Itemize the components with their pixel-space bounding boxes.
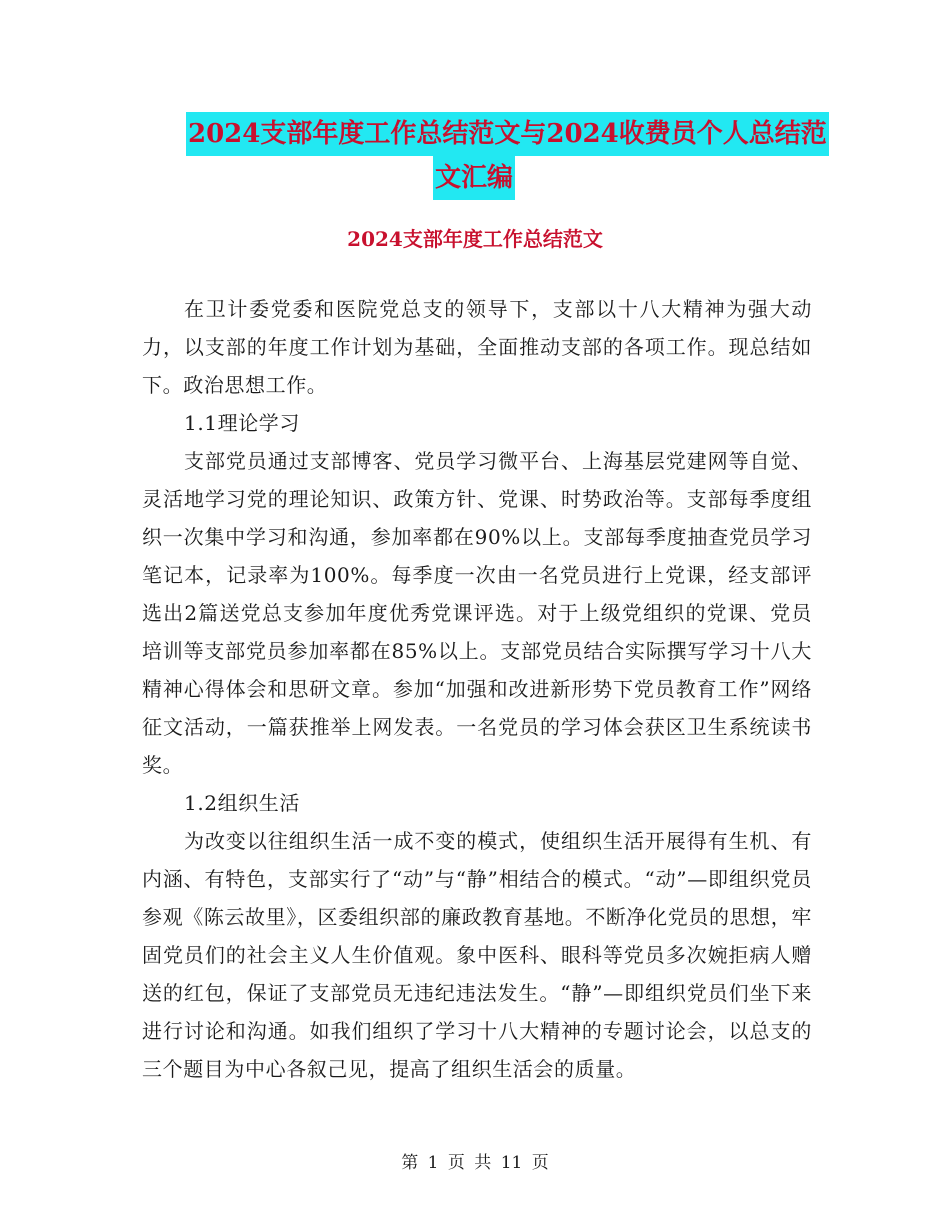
paragraph-organization-life: 为改变以往组织生活一成不变的模式，使组织生活开展得有生机、有内涵、有特色，支部实行了“动”与“静”相结合的模式。“动”—即组织党员参观《陈云故里》，区委组织部的廉政教育基地。不断净化党员的思想，牢固党员们的社会主义人生价值观。象中医科、眼科等党员多次婉拒病人赠送的红包，保证了支部党员无违纪违法发生。“静”—即组织党员们坐下来进行讨论和沟通。如我们组织了学习十八大精神的专题讨论会，以总支的三个题目为中心各叙己见，提高了组织生活会的质量。	[142, 829, 812, 1081]
document-title-line-2: 文汇编	[433, 156, 515, 200]
document-body	[142, 290, 812, 1088]
heading-organization-life: 1.2组织生活	[184, 791, 301, 815]
paragraph-theory-study: 支部党员通过支部博客、党员学习微平台、上海基层党建网等自觉、灵活地学习党的理论知识、政策方针、党课、时势政治等。支部每季度组织一次集中学习和沟通，参加率都在90%以上。支部每季度抽查党员学习笔记本，记录率为100%。每季度一次由一名党员进行上党课，经支部评选出2篇送党总支参加年度优秀党课评选。对于上级党组织的党课、党员培训等支部党员参加率都在85%以上。支部党员结合实际撰写学习十八大精神心得体会和思研文章。参加“加强和改进新形势下党员教育工作”网络征文活动，一篇获推举上网发表。一名党员的学习体会获区卫生系统读书奖。	[142, 449, 812, 777]
heading-theory-study: 1.1理论学习	[184, 411, 301, 435]
section-title: 2024支部年度工作总结范文	[347, 227, 603, 251]
document-title-line-1: 2024支部年度工作总结范文与2024收费员个人总结范	[186, 112, 829, 156]
page-footer: 第 1 页 共 11 页	[401, 1153, 549, 1173]
paragraph-intro: 在卫计委党委和医院党总支的领导下，支部以十八大精神为强大动力，以支部的年度工作计划为基础，全面推动支部的各项工作。现总结如下。政治思想工作。	[142, 297, 812, 397]
